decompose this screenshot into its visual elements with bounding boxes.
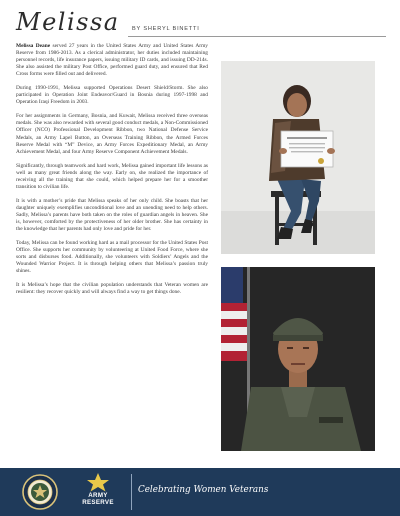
paragraph-service-text: served 27 years in the United States Army and United States Army Reserve from 1986-2013. As a clerical administrator, her duties included maintaining personnel records, life insurance papers, issuing military ID cards, and issuing DD-214s. She also assisted the military Post Office, performed guard duty, and ensured that Red Cross forms were filled out and delivered. — [16, 43, 208, 78]
subject-name: Melissa Deane — [16, 43, 51, 49]
portrait-photo-seated — [221, 61, 375, 254]
footer-tagline: Celebrating Women Veterans — [138, 485, 269, 495]
author-byline: BY SHERYL BINETTI — [132, 26, 200, 32]
portrait-photo-uniform — [221, 267, 375, 451]
star-icon — [76, 472, 120, 492]
paragraph-medals: For her assignments in Germany, Bosnia, and Kuwait, Melissa received three overseas medals. She was also rewarded with several good conduct medals, a Non-Commissioned Officer (NCO) Professional Development Ribbon, two National Defense Service Medals, an Army Lapel Button, an Overseas Training Ribbon, the Armed Forces Reserve Medal with “M” Device, an Army Forces Expeditionary Medal, an Army Achievement Medal, and four Army Reserve Component Achievement Medals. — [16, 113, 208, 155]
paragraph-lessons: Significantly, through teamwork and hard work, Melissa gained important life lessons as well as many great friends along the way. Early on, she realized the importance of receiving all the training that she could, which helped prepare her for a smoother transition to civilian life. — [16, 162, 208, 190]
paragraph-operations: During 1990-1991, Melissa supported Operations Desert Shield/Storm. She also participated in Operation Joint Endeavor/Guard in Bosnia during 1997-1998 and Operation Iraqi Freedom in 2003. — [16, 85, 208, 106]
paragraph-family: It is with a mother’s pride that Melissa speaks of her only child. She boasts that her daughter uniquely exemplifies unconditional love and an unending need to help others. Sadly, Melissa’s parents have both taken on the roles of guardian angels in heaven. She is, however, comforted by the protectiveness of her older brother. She has certainty in the knowledge that her parents had only love and pride for her. — [16, 197, 208, 233]
footer-divider — [131, 474, 132, 510]
footer-bar — [0, 468, 400, 516]
article-title: Melissa — [16, 8, 120, 36]
article-header — [16, 8, 386, 36]
army-reserve-line2: RESERVE — [82, 499, 114, 506]
paragraph-today: Today, Melissa can be found working hard as a mail processor for the United States Post Office. She supports her community by volunteering at United Food Force, where she sorts and disburses food. Additionally, she volunteers with Soldiers’ Angels and the Wounded Warrior Project. It is through helping others that Melissa’s passion truly shines. — [16, 240, 208, 275]
header-rule — [128, 36, 386, 37]
paragraph-hope: It is Melissa’s hope that the civilian population understands that Veteran women are resilient: they recover quickly and will always find a way to get things done. — [16, 282, 208, 296]
army-seal-icon — [22, 474, 58, 510]
paragraph-service — [16, 43, 208, 78]
army-reserve-line1: ARMY — [88, 492, 108, 499]
army-reserve-logo — [76, 472, 120, 512]
article-body — [16, 43, 208, 303]
